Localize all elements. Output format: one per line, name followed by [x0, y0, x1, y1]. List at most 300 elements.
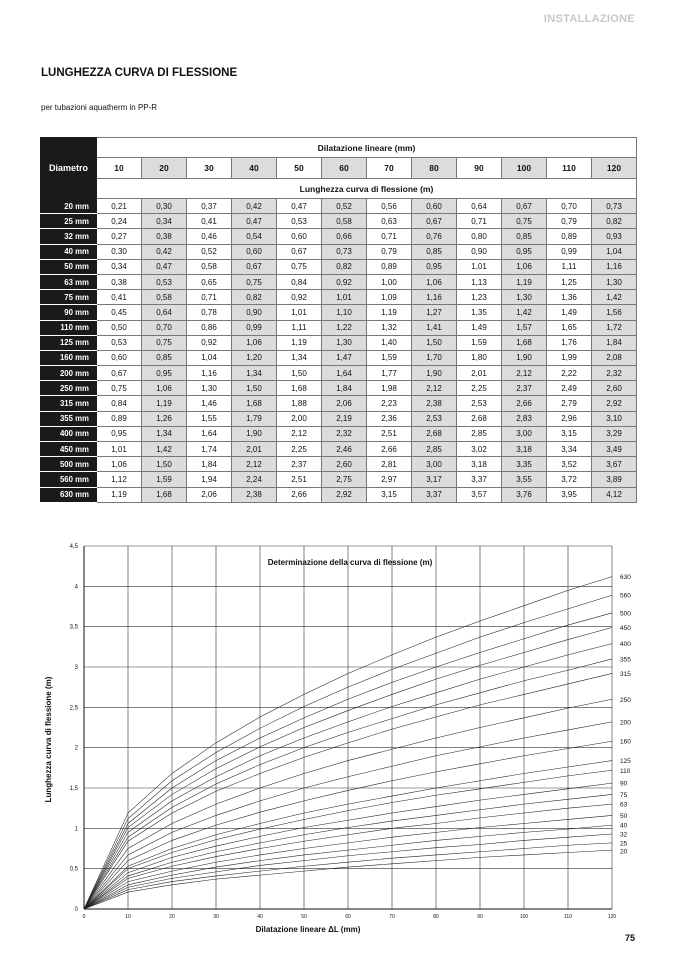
table-cell: 2,08 [592, 350, 637, 365]
diameter-cell: 125 mm [41, 335, 97, 350]
diameter-cell: 630 mm [41, 487, 97, 502]
x-tick-label: 50 [301, 914, 307, 920]
table-cell: 1,32 [367, 320, 412, 335]
table-cell: 0,65 [187, 274, 232, 289]
page-number: 75 [624, 933, 635, 943]
y-tick-label: 1,5 [69, 786, 78, 792]
x-axis-label: Dilatazione lineare ΔL (mm) [255, 925, 361, 934]
table-cell: 1,06 [232, 335, 277, 350]
y-tick-label: 2,5 [69, 705, 78, 712]
x-tick-label: 30 [213, 914, 219, 920]
table-cell: 3,57 [457, 487, 502, 502]
table-cell: 1,10 [322, 305, 367, 320]
table-cell: 0,78 [187, 305, 232, 320]
table-cell: 0,67 [502, 199, 547, 214]
table-cell: 0,66 [322, 229, 367, 244]
table-cell: 0,85 [412, 244, 457, 259]
table-cell: 1,84 [187, 457, 232, 472]
table-cell: 2,85 [457, 426, 502, 441]
table-cell: 1,76 [547, 335, 592, 350]
table-cell: 2,51 [367, 426, 412, 441]
table-cell: 1,06 [502, 259, 547, 274]
table-cell: 0,76 [412, 229, 457, 244]
table-cell: 0,53 [277, 214, 322, 229]
series-label: 125 [620, 758, 631, 766]
table-cell: 0,73 [592, 199, 637, 214]
table-cell: 0,38 [97, 274, 142, 289]
table-cell: 1,64 [322, 366, 367, 381]
y-tick-label: 1 [74, 826, 78, 833]
table-cell: 1,19 [277, 335, 322, 350]
table-cell: 0,70 [142, 320, 187, 335]
table-cell: 0,58 [322, 214, 367, 229]
table-cell: 2,24 [232, 472, 277, 487]
table-cell: 0,71 [187, 290, 232, 305]
table-cell: 1,79 [232, 411, 277, 426]
table-cell: 3,29 [592, 426, 637, 441]
x-tick-label: 80 [433, 914, 439, 920]
table-cell: 0,41 [97, 290, 142, 305]
table-cell: 0,46 [187, 229, 232, 244]
table-cell: 0,34 [142, 214, 187, 229]
table-cell: 1,04 [592, 244, 637, 259]
table-cell: 3,02 [457, 442, 502, 457]
y-tick-label: 3 [74, 665, 78, 671]
table-cell: 2,96 [547, 411, 592, 426]
diameter-cell: 400 mm [41, 426, 97, 441]
table-cell: 1,90 [412, 366, 457, 381]
table-cell: 1,84 [322, 381, 367, 396]
table-cell: 1,06 [142, 381, 187, 396]
series-label: 630 [620, 574, 631, 582]
table-cell: 1,72 [592, 320, 637, 335]
table-cell: 1,90 [232, 426, 277, 441]
table-cell: 0,75 [502, 214, 547, 229]
diameter-cell: 560 mm [41, 472, 97, 487]
diameter-cell: 110 mm [41, 320, 97, 335]
table-cell: 1,98 [367, 381, 412, 396]
diameter-cell: 90 mm [41, 305, 97, 320]
table-cell: 1,30 [187, 381, 232, 396]
table-cell: 3,37 [412, 487, 457, 502]
table-cell: 1,42 [502, 305, 547, 320]
table-cell: 0,79 [367, 244, 412, 259]
table-cell: 2,75 [322, 472, 367, 487]
table-cell: 1,68 [277, 381, 322, 396]
diameter-cell: 20 mm [41, 199, 97, 214]
series-label: 450 [620, 624, 631, 632]
series-label: 63 [620, 801, 628, 809]
table-cell: 2,81 [367, 457, 412, 472]
table-cell: 1,42 [142, 442, 187, 457]
table-cell: 1,27 [412, 305, 457, 320]
table-cell: 0,82 [232, 290, 277, 305]
table-cell: 1,13 [457, 274, 502, 289]
table-cell: 0,52 [187, 244, 232, 259]
table-cell: 0,63 [367, 214, 412, 229]
table-cell: 0,60 [277, 229, 322, 244]
diameter-cell: 32 mm [41, 229, 97, 244]
table-cell: 1,50 [412, 335, 457, 350]
series-label: 250 [620, 696, 631, 704]
table-cell: 0,67 [412, 214, 457, 229]
table-cell: 3,72 [547, 472, 592, 487]
series-label: 75 [620, 791, 628, 799]
table-cell: 0,85 [142, 350, 187, 365]
y-tick-label: 0 [74, 907, 78, 913]
table-cell: 0,64 [457, 199, 502, 214]
table-cell: 2,23 [367, 396, 412, 411]
x-tick-label: 60 [345, 914, 351, 920]
table-cell: 0,67 [232, 259, 277, 274]
table-cell: 1,09 [367, 290, 412, 305]
x-tick-label: 70 [389, 914, 395, 920]
table-cell: 1,47 [322, 350, 367, 365]
table-cell: 0,85 [502, 229, 547, 244]
table-cell: 0,37 [187, 199, 232, 214]
diameter-cell: 75 mm [41, 290, 97, 305]
table-cell: 0,50 [97, 320, 142, 335]
table-cell: 0,45 [97, 305, 142, 320]
table-cell: 1,41 [412, 320, 457, 335]
table-cell: 1,12 [97, 472, 142, 487]
table-cell: 0,80 [457, 229, 502, 244]
x-tick-label: 20 [169, 914, 175, 920]
table-cell: 2,68 [412, 426, 457, 441]
y-axis-label: Lunghezza curva di flessione (m) [44, 676, 53, 803]
table-cell: 1,06 [412, 274, 457, 289]
table-cell: 3,76 [502, 487, 547, 502]
table-cell: 0,24 [97, 214, 142, 229]
diameter-cell: 355 mm [41, 411, 97, 426]
table-cell: 0,53 [142, 274, 187, 289]
table-cell: 0,82 [592, 214, 637, 229]
table-cell: 2,66 [277, 487, 322, 502]
table-cell: 0,95 [97, 426, 142, 441]
table-cell: 1,01 [97, 442, 142, 457]
table-cell: 0,56 [367, 199, 412, 214]
table-cell: 0,53 [97, 335, 142, 350]
table-cell: 0,99 [232, 320, 277, 335]
dilatation-column-header: 100 [502, 158, 547, 179]
table-cell: 1,11 [547, 259, 592, 274]
dilatation-column-header: 40 [232, 158, 277, 179]
table-cell: 1,34 [232, 366, 277, 381]
table-cell: 1,19 [367, 305, 412, 320]
table-cell: 2,12 [232, 457, 277, 472]
table-cell: 0,89 [547, 229, 592, 244]
table-cell: 1,23 [457, 290, 502, 305]
table-cell: 0,73 [322, 244, 367, 259]
series-label: 90 [620, 780, 628, 788]
table-cell: 0,34 [97, 259, 142, 274]
table-cell: 1,59 [367, 350, 412, 365]
table-cell: 1,59 [142, 472, 187, 487]
table-cell: 3,17 [412, 472, 457, 487]
table-cell: 3,00 [412, 457, 457, 472]
dilatation-column-header: 60 [322, 158, 367, 179]
table-cell: 1,01 [457, 259, 502, 274]
table-cell: 0,70 [547, 199, 592, 214]
table-cell: 1,30 [592, 274, 637, 289]
table-cell: 0,79 [547, 214, 592, 229]
table-cell: 0,60 [412, 199, 457, 214]
diameter-cell: 200 mm [41, 366, 97, 381]
table-cell: 1,46 [187, 396, 232, 411]
table-cell: 1,68 [232, 396, 277, 411]
table-cell: 1,34 [142, 426, 187, 441]
diameter-header: Diametro [41, 138, 97, 199]
table-cell: 0,21 [97, 199, 142, 214]
table-cell: 2,38 [412, 396, 457, 411]
table-cell: 2,19 [322, 411, 367, 426]
table-cell: 0,93 [592, 229, 637, 244]
x-tick-label: 40 [257, 914, 263, 920]
table-cell: 1,04 [187, 350, 232, 365]
table-cell: 0,92 [187, 335, 232, 350]
table-cell: 1,80 [457, 350, 502, 365]
table-cell: 3,89 [592, 472, 637, 487]
y-tick-label: 0,5 [69, 866, 78, 873]
table-cell: 4,12 [592, 487, 637, 502]
table-cell: 0,92 [322, 274, 367, 289]
table-cell: 3,10 [592, 411, 637, 426]
x-tick-label: 90 [477, 914, 483, 920]
table-cell: 0,67 [97, 366, 142, 381]
table-cell: 1,56 [592, 305, 637, 320]
table-cell: 1,19 [502, 274, 547, 289]
table-cell: 2,97 [367, 472, 412, 487]
table-cell: 0,41 [187, 214, 232, 229]
table-cell: 0,84 [97, 396, 142, 411]
table-cell: 2,25 [457, 381, 502, 396]
table-cell: 2,92 [592, 396, 637, 411]
table-cell: 1,19 [142, 396, 187, 411]
table-cell: 1,20 [232, 350, 277, 365]
table-cell: 2,79 [547, 396, 592, 411]
table-cell: 0,54 [232, 229, 277, 244]
page-subtitle: per tubazioni aquatherm in PP-R [41, 103, 158, 112]
table-cell: 0,90 [457, 244, 502, 259]
bend-length-header: Lunghezza curva di flessione (m) [97, 179, 637, 199]
table-cell: 1,74 [187, 442, 232, 457]
table-cell: 0,42 [232, 199, 277, 214]
y-tick-label: 4,5 [69, 544, 78, 550]
table-cell: 0,90 [232, 305, 277, 320]
diameter-cell: 63 mm [41, 274, 97, 289]
table-cell: 1,50 [232, 381, 277, 396]
table-cell: 0,75 [97, 381, 142, 396]
table-cell: 2,12 [412, 381, 457, 396]
table-cell: 2,12 [502, 366, 547, 381]
table-cell: 0,89 [97, 411, 142, 426]
table-cell: 0,71 [457, 214, 502, 229]
table-cell: 0,84 [277, 274, 322, 289]
table-cell: 0,52 [322, 199, 367, 214]
table-cell: 0,67 [277, 244, 322, 259]
table-cell: 1,90 [502, 350, 547, 365]
table-cell: 3,55 [502, 472, 547, 487]
dilatation-column-header: 20 [142, 158, 187, 179]
table-cell: 2,37 [502, 381, 547, 396]
table-cell: 0,58 [187, 259, 232, 274]
table-cell: 2,53 [457, 396, 502, 411]
table-cell: 1,68 [142, 487, 187, 502]
x-tick-label: 100 [519, 914, 529, 920]
table-cell: 0,89 [367, 259, 412, 274]
table-cell: 1,36 [547, 290, 592, 305]
table-cell: 0,42 [142, 244, 187, 259]
series-label: 50 [620, 812, 628, 820]
table-cell: 1,59 [457, 335, 502, 350]
table-cell: 0,30 [142, 199, 187, 214]
table-cell: 1,35 [457, 305, 502, 320]
table-cell: 3,49 [592, 442, 637, 457]
table-cell: 3,00 [502, 426, 547, 441]
table-cell: 1,16 [187, 366, 232, 381]
table-cell: 0,71 [367, 229, 412, 244]
dilatation-column-header: 30 [187, 158, 232, 179]
table-cell: 2,32 [592, 366, 637, 381]
table-cell: 3,18 [457, 457, 502, 472]
table-cell: 2,66 [502, 396, 547, 411]
table-cell: 3,35 [502, 457, 547, 472]
table-cell: 2,25 [277, 442, 322, 457]
table-cell: 2,01 [457, 366, 502, 381]
series-label: 200 [620, 719, 631, 727]
table-cell: 0,75 [142, 335, 187, 350]
table-cell: 1,34 [277, 350, 322, 365]
table-cell: 0,60 [232, 244, 277, 259]
table-cell: 2,83 [502, 411, 547, 426]
x-tick-label: 0 [82, 914, 86, 920]
table-cell: 1,49 [547, 305, 592, 320]
table-cell: 1,94 [187, 472, 232, 487]
table-cell: 1,49 [457, 320, 502, 335]
diameter-cell: 25 mm [41, 214, 97, 229]
table-cell: 1,25 [547, 274, 592, 289]
y-tick-label: 2 [74, 745, 78, 752]
table-cell: 1,70 [412, 350, 457, 365]
table-cell: 0,64 [142, 305, 187, 320]
page-title: LUNGHEZZA CURVA DI FLESSIONE [41, 67, 238, 79]
series-label: 500 [620, 610, 631, 618]
x-tick-label: 120 [607, 914, 617, 920]
table-cell: 1,55 [187, 411, 232, 426]
diameter-cell: 40 mm [41, 244, 97, 259]
table-cell: 2,37 [277, 457, 322, 472]
table-cell: 2,53 [412, 411, 457, 426]
series-label: 32 [620, 831, 628, 839]
table-cell: 2,38 [232, 487, 277, 502]
table-cell: 1,30 [502, 290, 547, 305]
table-cell: 2,12 [277, 426, 322, 441]
table-cell: 2,22 [547, 366, 592, 381]
table-cell: 0,47 [232, 214, 277, 229]
series-label: 20 [620, 848, 628, 856]
diameter-cell: 250 mm [41, 381, 97, 396]
table-cell: 1,84 [592, 335, 637, 350]
table-cell: 1,57 [502, 320, 547, 335]
table-cell: 3,15 [367, 487, 412, 502]
diameter-cell: 50 mm [41, 259, 97, 274]
series-label: 160 [620, 738, 631, 746]
dilatation-column-header: 80 [412, 158, 457, 179]
table-cell: 1,22 [322, 320, 367, 335]
dilatation-column-header: 120 [592, 158, 637, 179]
table-cell: 1,19 [97, 487, 142, 502]
table-cell: 0,30 [97, 244, 142, 259]
table-cell: 2,68 [457, 411, 502, 426]
table-cell: 1,26 [142, 411, 187, 426]
table-cell: 1,01 [322, 290, 367, 305]
table-cell: 2,36 [367, 411, 412, 426]
table-cell: 2,60 [592, 381, 637, 396]
table-cell: 3,15 [547, 426, 592, 441]
y-tick-label: 3,5 [69, 624, 78, 631]
section-label: INSTALLAZIONE [543, 13, 635, 25]
table-cell: 0,99 [547, 244, 592, 259]
table-cell: 0,95 [412, 259, 457, 274]
series-label: 25 [620, 840, 628, 848]
table-cell: 2,49 [547, 381, 592, 396]
table-cell: 1,30 [322, 335, 367, 350]
table-cell: 2,01 [232, 442, 277, 457]
table-cell: 0,82 [322, 259, 367, 274]
dilatation-column-header: 110 [547, 158, 592, 179]
table-cell: 2,51 [277, 472, 322, 487]
table-cell: 1,16 [412, 290, 457, 305]
table-cell: 0,38 [142, 229, 187, 244]
table-cell: 2,06 [187, 487, 232, 502]
series-label: 315 [620, 670, 631, 678]
table-cell: 1,40 [367, 335, 412, 350]
table-cell: 3,18 [502, 442, 547, 457]
table-cell: 2,06 [322, 396, 367, 411]
table-cell: 1,65 [547, 320, 592, 335]
table-cell: 1,99 [547, 350, 592, 365]
y-tick-label: 4 [74, 584, 78, 591]
table-cell: 0,47 [142, 259, 187, 274]
dilatation-column-header: 70 [367, 158, 412, 179]
diameter-cell: 500 mm [41, 457, 97, 472]
table-cell: 0,95 [142, 366, 187, 381]
table-cell: 0,75 [232, 274, 277, 289]
table-cell: 1,50 [277, 366, 322, 381]
dilatation-column-header: 90 [457, 158, 502, 179]
table-cell: 1,01 [277, 305, 322, 320]
table-cell: 3,52 [547, 457, 592, 472]
table-cell: 2,60 [322, 457, 367, 472]
table-cell: 3,67 [592, 457, 637, 472]
series-label: 400 [620, 641, 631, 649]
table-cell: 0,47 [277, 199, 322, 214]
table-cell: 1,00 [367, 274, 412, 289]
chart-title: Determinazione della curva di flessione (m) [267, 558, 433, 567]
table-cell: 1,64 [187, 426, 232, 441]
diameter-cell: 450 mm [41, 442, 97, 457]
table-cell: 2,66 [367, 442, 412, 457]
dilatation-header: Dilatazione lineare (mm) [97, 138, 637, 158]
table-cell: 0,95 [502, 244, 547, 259]
series-label: 40 [620, 822, 628, 830]
table-cell: 1,77 [367, 366, 412, 381]
table-cell: 3,95 [547, 487, 592, 502]
table-cell: 1,42 [592, 290, 637, 305]
table-cell: 1,68 [502, 335, 547, 350]
series-label: 355 [620, 656, 631, 664]
table-cell: 1,06 [97, 457, 142, 472]
